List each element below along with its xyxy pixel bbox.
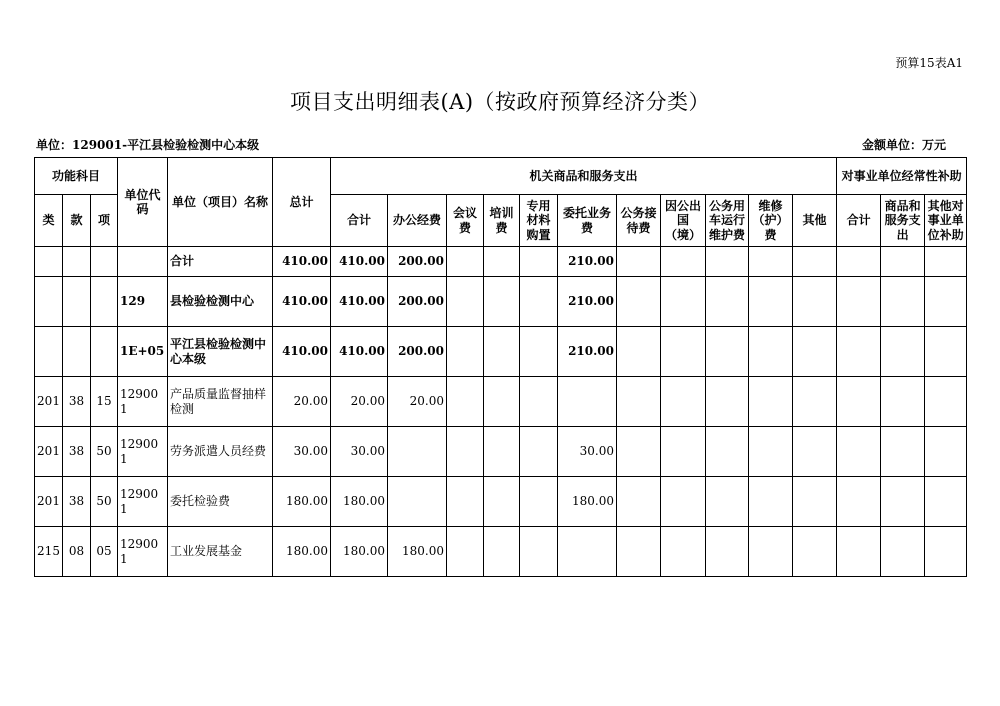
cell-training [484,477,520,527]
table-header [35,158,967,247]
cell-materials [520,377,558,427]
header-materials: 专用材料购置 [520,195,558,247]
cell-code: 129001 [118,527,168,577]
cell-repair [749,247,793,277]
cell-reception [617,527,661,577]
form-id: 预算15表A1 [895,56,963,70]
cell-vehicle [706,247,749,277]
table-row [35,277,967,327]
table-body [35,247,967,577]
cell-office [388,477,447,527]
cell-reception [617,377,661,427]
table-row [35,427,967,477]
header-unit-name: 单位（项目）名称 [168,158,273,247]
cell-office: 200.00 [388,277,447,327]
cell-kuan: 08 [63,527,91,577]
cell-sub-other [925,527,967,577]
header-reception: 公务接待费 [617,195,661,247]
cell-other [793,327,837,377]
header-vehicle: 公务用车运行维护费 [706,195,749,247]
header-xiang: 项 [91,195,118,247]
cell-sub-other [925,377,967,427]
cell-lei [35,247,63,277]
cell-sub-other [925,327,967,377]
cell-lei [35,327,63,377]
cell-training [484,327,520,377]
cell-gs-total: 410.00 [331,247,388,277]
cell-code: 129001 [118,427,168,477]
cell-name: 合计 [168,247,273,277]
cell-sub-total [837,427,881,477]
cell-repair [749,427,793,477]
cell-abroad [661,427,706,477]
cell-office [388,427,447,477]
cell-gs-total: 30.00 [331,427,388,477]
cell-other [793,247,837,277]
header-office: 办公经费 [388,195,447,247]
cell-gs-total: 180.00 [331,527,388,577]
cell-total: 410.00 [273,327,331,377]
cell-xiang [91,247,118,277]
cell-other [793,477,837,527]
cell-sub-total [837,377,881,427]
cell-lei: 201 [35,427,63,477]
cell-kuan: 38 [63,427,91,477]
cell-commissioned: 30.00 [558,427,617,477]
cell-xiang: 50 [91,477,118,527]
cell-reception [617,477,661,527]
cell-sub-goods [881,477,925,527]
cell-code: 129001 [118,477,168,527]
cell-repair [749,527,793,577]
cell-repair [749,327,793,377]
cell-office: 200.00 [388,247,447,277]
cell-code [118,247,168,277]
cell-other [793,277,837,327]
cell-office: 200.00 [388,327,447,377]
cell-materials [520,327,558,377]
expenditure-table [34,157,967,577]
header-repair: 维修（护）费 [749,195,793,247]
cell-training [484,427,520,477]
header-unit-code: 单位代码 [118,158,168,247]
cell-xiang: 50 [91,427,118,477]
cell-meeting [447,247,484,277]
cell-sub-other [925,247,967,277]
unit-label: 单位：129001-平江县检验检测中心本级 [36,138,260,152]
cell-materials [520,477,558,527]
cell-meeting [447,427,484,477]
cell-materials [520,527,558,577]
page-title: 项目支出明细表(A)（按政府预算经济分类） [289,90,711,114]
cell-abroad [661,277,706,327]
cell-vehicle [706,527,749,577]
cell-total: 180.00 [273,527,331,577]
header-subsidy: 对事业单位经常性补助 [837,158,967,195]
cell-total: 180.00 [273,477,331,527]
cell-name: 产品质量监督抽样检测 [168,377,273,427]
cell-training [484,527,520,577]
cell-reception [617,327,661,377]
cell-lei: 215 [35,527,63,577]
cell-abroad [661,477,706,527]
cell-name: 县检验检测中心 [168,277,273,327]
cell-sub-total [837,277,881,327]
cell-abroad [661,327,706,377]
cell-xiang: 15 [91,377,118,427]
cell-reception [617,247,661,277]
cell-sub-goods [881,277,925,327]
header-gs-subtotal: 合计 [331,195,388,247]
cell-gs-total: 410.00 [331,277,388,327]
cell-vehicle [706,277,749,327]
cell-code: 129001 [118,377,168,427]
table-row [35,247,967,277]
cell-other [793,377,837,427]
cell-sub-goods [881,327,925,377]
cell-sub-total [837,477,881,527]
header-goods-services: 机关商品和服务支出 [331,158,837,195]
cell-commissioned [558,377,617,427]
cell-repair [749,377,793,427]
table-row [35,527,967,577]
cell-abroad [661,247,706,277]
cell-commissioned: 180.00 [558,477,617,527]
cell-commissioned: 210.00 [558,327,617,377]
cell-training [484,377,520,427]
cell-kuan [63,277,91,327]
cell-sub-goods [881,427,925,477]
header-sub-goods: 商品和服务支出 [881,195,925,247]
cell-kuan [63,247,91,277]
header-total: 总计 [273,158,331,247]
cell-meeting [447,527,484,577]
header-commissioned: 委托业务费 [558,195,617,247]
cell-sub-total [837,527,881,577]
cell-sub-total [837,247,881,277]
cell-kuan: 38 [63,377,91,427]
cell-vehicle [706,427,749,477]
cell-sub-goods [881,377,925,427]
cell-sub-total [837,327,881,377]
cell-meeting [447,277,484,327]
cell-xiang [91,327,118,377]
cell-sub-other [925,427,967,477]
cell-vehicle [706,327,749,377]
header-abroad: 因公出国（境） [661,195,706,247]
cell-sub-other [925,477,967,527]
cell-office: 180.00 [388,527,447,577]
cell-sub-other [925,277,967,327]
cell-lei: 201 [35,477,63,527]
cell-repair [749,277,793,327]
cell-training [484,277,520,327]
cell-code: 129 [118,277,168,327]
cell-kuan [63,327,91,377]
cell-gs-total: 410.00 [331,327,388,377]
cell-materials [520,427,558,477]
table-row [35,327,967,377]
cell-commissioned: 210.00 [558,277,617,327]
cell-repair [749,477,793,527]
cell-name: 劳务派遣人员经费 [168,427,273,477]
cell-name: 工业发展基金 [168,527,273,577]
cell-name: 委托检验费 [168,477,273,527]
cell-kuan: 38 [63,477,91,527]
cell-xiang [91,277,118,327]
cell-vehicle [706,477,749,527]
amount-unit-label: 金额单位：万元 [861,138,946,152]
cell-name: 平江县检验检测中心本级 [168,327,273,377]
header-training: 培训费 [484,195,520,247]
cell-total: 410.00 [273,247,331,277]
cell-sub-goods [881,527,925,577]
cell-meeting [447,377,484,427]
header-sub-other: 其他对事业单位补助 [925,195,967,247]
cell-materials [520,247,558,277]
header-sub-total: 合计 [837,195,881,247]
cell-gs-total: 20.00 [331,377,388,427]
table-row [35,477,967,527]
header-meeting: 会议费 [447,195,484,247]
cell-gs-total: 180.00 [331,477,388,527]
cell-meeting [447,477,484,527]
cell-lei [35,277,63,327]
cell-lei: 201 [35,377,63,427]
cell-materials [520,277,558,327]
cell-other [793,427,837,477]
cell-abroad [661,527,706,577]
cell-commissioned [558,527,617,577]
cell-training [484,247,520,277]
cell-commissioned: 210.00 [558,247,617,277]
header-kuan: 款 [63,195,91,247]
cell-sub-goods [881,247,925,277]
header-other: 其他 [793,195,837,247]
cell-total: 20.00 [273,377,331,427]
cell-abroad [661,377,706,427]
cell-xiang: 05 [91,527,118,577]
cell-other [793,527,837,577]
cell-total: 30.00 [273,427,331,477]
cell-total: 410.00 [273,277,331,327]
cell-code: 1E+05 [118,327,168,377]
header-lei: 类 [35,195,63,247]
table-row [35,377,967,427]
cell-meeting [447,327,484,377]
cell-reception [617,427,661,477]
cell-office: 20.00 [388,377,447,427]
cell-reception [617,277,661,327]
header-func-subject: 功能科目 [35,158,118,195]
cell-vehicle [706,377,749,427]
